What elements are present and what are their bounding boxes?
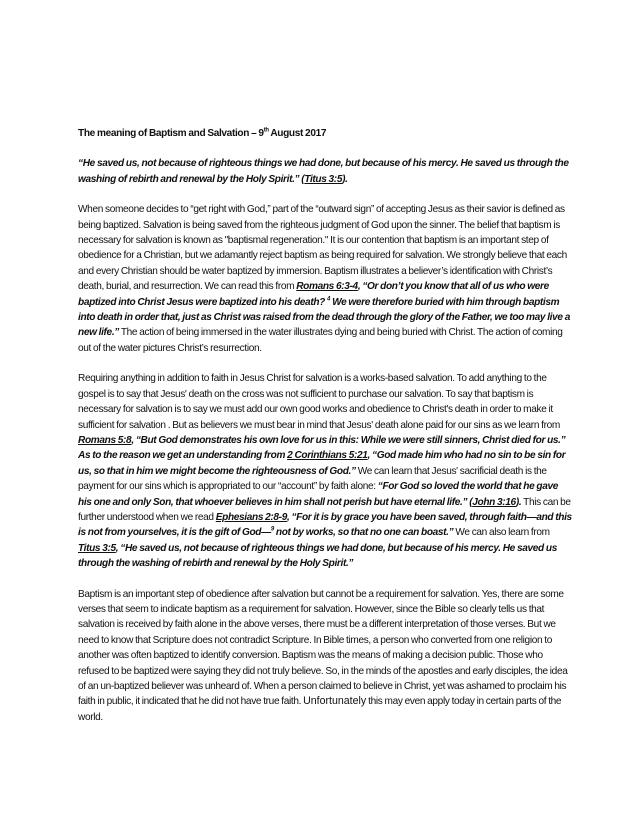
scripture-link-ephesians-2-8-9[interactable]: Ephesians 2:8-9 bbox=[215, 511, 287, 523]
scripture-link-romans-5-8[interactable]: Romans 5:8 bbox=[78, 434, 132, 446]
verse-number: 9 bbox=[270, 526, 274, 533]
document-page bbox=[78, 126, 572, 740]
scripture-link-2-corinthians-5-21[interactable]: 2 Corinthians 5:21 bbox=[287, 450, 368, 462]
paragraph-obedience-after-salvation: Baptism is an important step of obedience after salvation but cannot be a requirement for salvation. Yes, there are some verses that seem to indicate baptism as a requirement for salvation. However, since the Bible so clearly tells us that salvation is received by faith alone in the above verses, there must be a different interpretation of those verses. But we need to know that Scripture does not contradict Scripture. In Bible times, a person who converted from one religion to another was often baptized to identify conversion. Baptism was the means of making a decision public. Those who refused to be baptized were saying they did not truly believe. So, in the minds of the apostles and early disciples, the idea of an un-baptized believer was unheard of. When a person claimed to believe in Christ, yet was ashamed to proclaim his faith in public, it indicated that he did not have true faith. Unfortunately this may even apply today in certain parts of the world. bbox=[78, 588, 568, 723]
scripture-link-titus-3-5-second[interactable]: Titus 3:5 bbox=[78, 542, 116, 554]
document-title: The meaning of Baptism and Salvation – 9th August 2017 bbox=[78, 127, 327, 139]
verse-number: 4 bbox=[327, 296, 331, 303]
date-suffix: th bbox=[263, 127, 269, 134]
scripture-link-titus-3-5[interactable]: Titus 3:5 bbox=[304, 173, 343, 185]
paragraph-baptism-definition: When someone decides to “get right with God,” part of the “outward sign” of accepting Jesus as their savior is defined as being baptized. Salvation is being saved from the righteous judgment of God upon the sinner. The belief that baptism is necessary for salvation is known as "baptismal regeneration." It is our contention that baptism is an important step of obedience for a Christian, but we adamantly reject baptism as being required for salvation. We strongly believe that each and every Christian should be water baptized by immersion. Baptism illustrates a believer’s identification with Christ’s death, burial, and resurrection. We can read this from Romans 6:3-4, “Or don’t you know that all of us who were baptized into Christ Jesus were baptized into his death? $^4$ We were therefore buried with him through baptism into death in order that, just as Christ was raised from the dead through the glory of the Father, we too may live a new life.” The action of being immersed in the water illustrates dying and being buried with Christ. The action of coming out of the water pictures Christ’s resurrection. bbox=[78, 204, 570, 354]
intro-quote: “He saved us, not because of righteous things we had done, but because of his mercy. He saved us through the washing of rebirth and renewal by the Holy Spirit.” (Titus 3:5). bbox=[78, 158, 569, 185]
paragraph-works-based-salvation: Requiring anything in addition to faith in Jesus Christ for salvation is a works-based salvation. To add anything to the gospel is to say that Jesus' death on the cross was not sufficient to purchase our salvation. To say that baptism is necessary for salvation is to say we must add our own good works and obedience to Christ's death in order to make it sufficient for salvation . But as believers we must bear in mind that Jesus' death alone paid for our sins as we learn from Romans 5:8, “But God demonstrates his own love for us in this: While we were still sinners, Christ died for us.” As to the reason we get an understanding from 2 Corinthians 5:21, “God made him who had no sin to be sin for us, so that in him we might become the righteousness of God.” We can learn that Jesus' sacrificial death is the payment for our sins which is appropriated to our “account” by faith alone: “For God so loved the world that he gave his one and only Son, that whoever believes in him shall not perish but have eternal life.” (John 3:16). This can be further understood when we read Ephesians 2:8-9, “For it is by grace you have been saved, through faith—and this is not from yourselves, it is the gift of God—$^9$ not by works, so that no one can boast.” We can also learn from Titus 3:5, “He saved us, not because of righteous things we had done, but because of his mercy. He saved us through the washing of rebirth and renewal by the Holy Spirit.” bbox=[78, 373, 572, 570]
scripture-link-john-3-16[interactable]: John 3:16 bbox=[472, 496, 516, 508]
scripture-link-romans-6-3-4[interactable]: Romans 6:3-4 bbox=[296, 281, 358, 293]
